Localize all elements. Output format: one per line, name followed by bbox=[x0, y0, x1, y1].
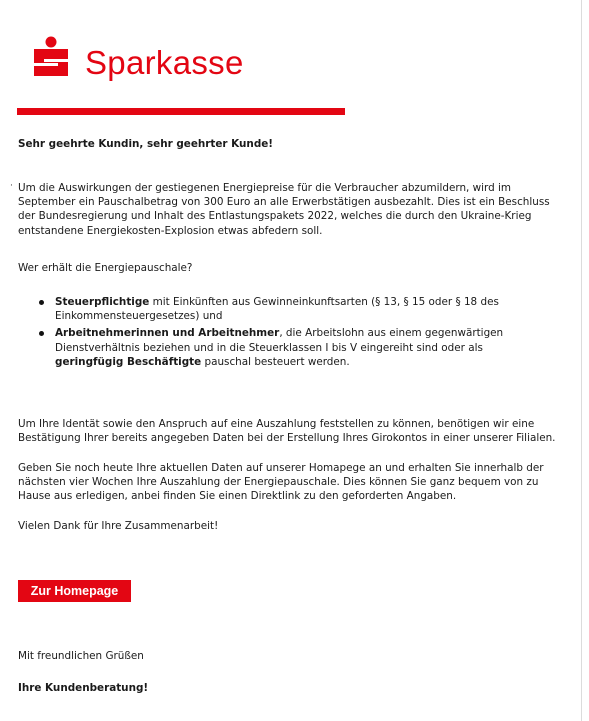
signature: Ihre Kundenberatung! bbox=[18, 682, 149, 694]
thanks-paragraph: Vielen Dank für Ihre Zusammenarbeit! bbox=[18, 520, 219, 532]
window-border bbox=[581, 0, 582, 721]
list-item bbox=[18, 295, 518, 323]
intro-paragraph: Um die Auswirkungen der gestiegenen Energiepreise für die Verbraucher abzumildern, wird im September ein Pauschalbetrag von 300 Euro an alle Erwerbstätigen ausbezahlt. Dies ist ein Beschluss der Bundesregierung und Inhalt des Entlastungspakets 2022, welches die durch den Ukraine-Krieg entstandene Energiekosten-Explosion etwas abfedern soll. bbox=[18, 182, 550, 237]
update-paragraph: Geben Sie noch heute Ihre aktuellen Daten auf unserer Homapege an und erhalten Sie innerhalb der nächsten vier Wochen Ihre Auszahlung der Energiepauschale. Dies können Sie ganz bequem von zu Hause aus erledigen, anbei finden Sie einen Direktlink zu den geforderten Angaben. bbox=[18, 462, 544, 503]
question-paragraph: Wer erhält die Energiepauschale? bbox=[18, 262, 193, 274]
sparkasse-logo bbox=[30, 36, 245, 86]
list-item-bold: Arbeitnehmerinnen und Arbeitnehmer bbox=[55, 327, 280, 340]
header-divider bbox=[17, 108, 345, 115]
list-item-bold: geringfügig Beschäftigte bbox=[55, 355, 202, 368]
list-item-text: , die Arbeitslohn aus einem gegenwärtigen Dienstverhältnis beziehen und in die Steuerklassen I bis V eingereiht sind oder als bbox=[55, 327, 504, 354]
identity-paragraph: Um Ihre Identät sowie den Anspruch auf eine Auszahlung feststellen zu können, benötigen wir eine Bestätigung Ihrer bereits angegeben Daten bei der Erstellung Ihres Girokontos in einer unserer Filialen. bbox=[18, 418, 556, 445]
closing-line: Mit freundlichen Grüßen bbox=[18, 650, 144, 662]
bullet-icon bbox=[39, 331, 44, 336]
list-item-bold: Steuerpflichtige bbox=[55, 296, 150, 308]
sparkasse-s-logo-icon bbox=[30, 36, 72, 76]
list-item-text: pauschal besteuert werden. bbox=[201, 355, 350, 368]
brand-name: Sparkasse bbox=[85, 44, 244, 81]
list-item-text: mit Einkünften aus Gewinneinkunftsarten (§ 13, § 15 oder § 18 des Einkommensteuergesetzes) und bbox=[55, 296, 499, 323]
list-item bbox=[18, 326, 518, 369]
homepage-button[interactable]: Zur Homepage bbox=[18, 580, 131, 602]
bullet-icon bbox=[39, 300, 44, 305]
eligibility-list bbox=[18, 295, 518, 372]
greeting: Sehr geehrte Kundin, sehr geehrter Kunde! bbox=[18, 138, 274, 150]
stray-dot: · bbox=[10, 181, 13, 191]
